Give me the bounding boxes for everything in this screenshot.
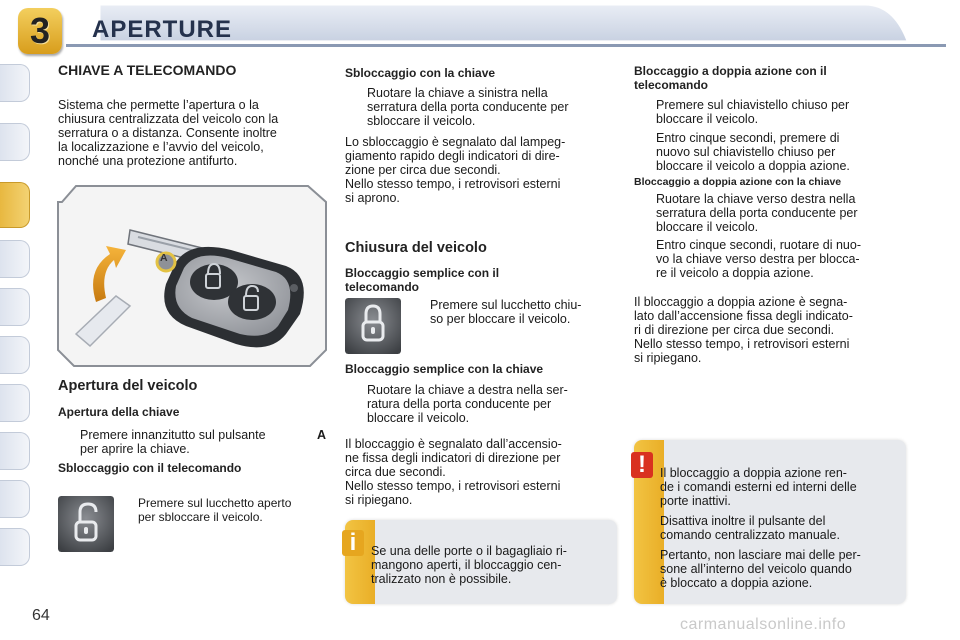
paragraph-bloccaggio-retrovisori: Nello stesso tempo, i retrovisori esterni si ripiegano. [345, 479, 561, 507]
subheading-semplice-chiave: Bloccaggio semplice con la chiave [345, 362, 544, 376]
remote-key-illustration [56, 184, 328, 368]
chapter-tab-9[interactable] [0, 480, 30, 518]
bullet-icon [345, 383, 367, 425]
subheading-doppia-telecomando: Bloccaggio a doppia azione con il telecomando [634, 64, 827, 92]
bullet-doppia-telecomando-1: Premere sul chiavistello chiuso per bloccare il veicolo. [634, 98, 904, 126]
header-rule [66, 44, 946, 47]
warning-callout-text: Il bloccaggio a doppia azione ren- de i comandi esterni ed interni delle porte inattivi. Disattiva inoltre il pulsante del comando centralizzato manuale. Pertanto, non lasciare mai delle per- sone all’interno del veicolo quando è bloccato a doppia azione. [660, 466, 861, 590]
bullet-icon [58, 428, 80, 456]
bullet-icon [634, 131, 656, 173]
subheading-sblocco-chiave: Sbloccaggio con la chiave [345, 66, 496, 80]
unlock-padlock-icon [58, 496, 114, 552]
bullet-sblocco-telecomando: Premere sul lucchetto aperto per sbloccare il veicolo. [120, 496, 330, 524]
paragraph-doppia-segnale: Il bloccaggio a doppia azione è segna- lato dall’accensione fissa degli indicato- ri di direzione per circa due secondi. [634, 295, 853, 337]
bullet-icon [120, 496, 138, 524]
bullet-doppia-telecomando-2: Entro cinque secondi, premere di nuovo sul chiavistello chiuso per bloccare il veicolo a doppia azione. [634, 131, 904, 173]
page-title: APERTURE [92, 16, 233, 43]
key-button-a-label: A [160, 252, 168, 264]
chapter-number: 3 [29, 10, 51, 51]
info-callout-text: Se una delle porte o il bagagliaio ri- mangono aperti, il bloccaggio cen- tralizzato non è possibile. [371, 544, 567, 586]
page-number: 64 [32, 607, 50, 624]
warning-callout [634, 440, 906, 604]
bullet-sblocco-chiave: Ruotare la chiave a sinistra nella serratura della porta conducente per sbloccare il veicolo. [345, 86, 615, 128]
paragraph-doppia-retrovisori: Nello stesso tempo, i retrovisori esterni si ripiegano. [634, 337, 850, 365]
bullet-icon [410, 298, 430, 326]
chapter-badge [18, 8, 62, 54]
info-callout [345, 520, 617, 604]
chapter-tab-1[interactable] [0, 64, 30, 102]
chapter-tab-10[interactable] [0, 528, 30, 566]
section-heading-apertura: Apertura del veicolo [58, 378, 198, 394]
intro-paragraph: Sistema che permette l’apertura o la chiusura centralizzata del veicolo con la serratura o a distanza. Consente inoltre la localizzazione e l’avvio del veicolo, nonché una protezione antifurto. [58, 98, 279, 168]
bullet-icon [634, 98, 656, 126]
bullet-doppia-chiave-1: Ruotare la chiave verso destra nella serratura della porta conducente per bloccare il veicolo. [634, 192, 904, 234]
chapter-tab-4[interactable] [0, 240, 30, 278]
chapter-tab-6[interactable] [0, 336, 30, 374]
chapter-tab-2[interactable] [0, 123, 30, 161]
chapter-tab-8[interactable] [0, 432, 30, 470]
bullet-icon [634, 238, 656, 280]
bullet-doppia-chiave-2: Entro cinque secondi, ruotare di nuo- vo la chiave verso destra per blocca- re il veicolo a doppia azione. [634, 238, 904, 280]
paragraph-bloccaggio-segnale: Il bloccaggio è segnalato dall’accensio- ne fissa degli indicatori di direzione per circa due secondi. [345, 437, 562, 479]
bullet-semplice-telecomando: Premere sul lucchetto chiu- so per bloccare il veicolo. [410, 298, 615, 326]
chapter-tab-7[interactable] [0, 384, 30, 422]
section-heading-chiusura: Chiusura del veicolo [345, 240, 487, 256]
chapter-tab-5[interactable] [0, 288, 30, 326]
bullet-semplice-chiave: Ruotare la chiave a destra nella ser- ratura della porta conducente per bloccare il veicolo. [345, 383, 615, 425]
section-heading-chiave: CHIAVE A TELECOMANDO [58, 62, 237, 78]
subheading-semplice-telecomando: Bloccaggio semplice con il telecomando [345, 266, 500, 294]
warning-icon: ! [631, 452, 653, 478]
watermark: carmanualsonline.info [680, 616, 847, 633]
info-icon: i [342, 530, 364, 556]
bullet-apertura-chiave: Premere innanzitutto sul pulsante A per aprire la chiave. [58, 428, 326, 456]
chapter-tab-3-active[interactable] [0, 182, 30, 228]
subheading-sblocco-telecomando: Sbloccaggio con il telecomando [58, 461, 242, 475]
subheading-apertura-chiave: Apertura della chiave [58, 405, 180, 419]
paragraph-sblocco-retrovisori: Nello stesso tempo, i retrovisori esterni si aprono. [345, 177, 561, 205]
button-a-ref: A [316, 428, 326, 442]
bullet-icon [634, 192, 656, 234]
subheading-doppia-chiave: Bloccaggio a doppia azione con la chiave [634, 176, 842, 188]
bullet-icon [345, 86, 367, 128]
paragraph-sblocco-segnale: Lo sbloccaggio è segnalato dal lampeg- giamento rapido degli indicatori di dire- zione per circa due secondi. [345, 135, 566, 177]
lock-padlock-icon [345, 298, 401, 354]
